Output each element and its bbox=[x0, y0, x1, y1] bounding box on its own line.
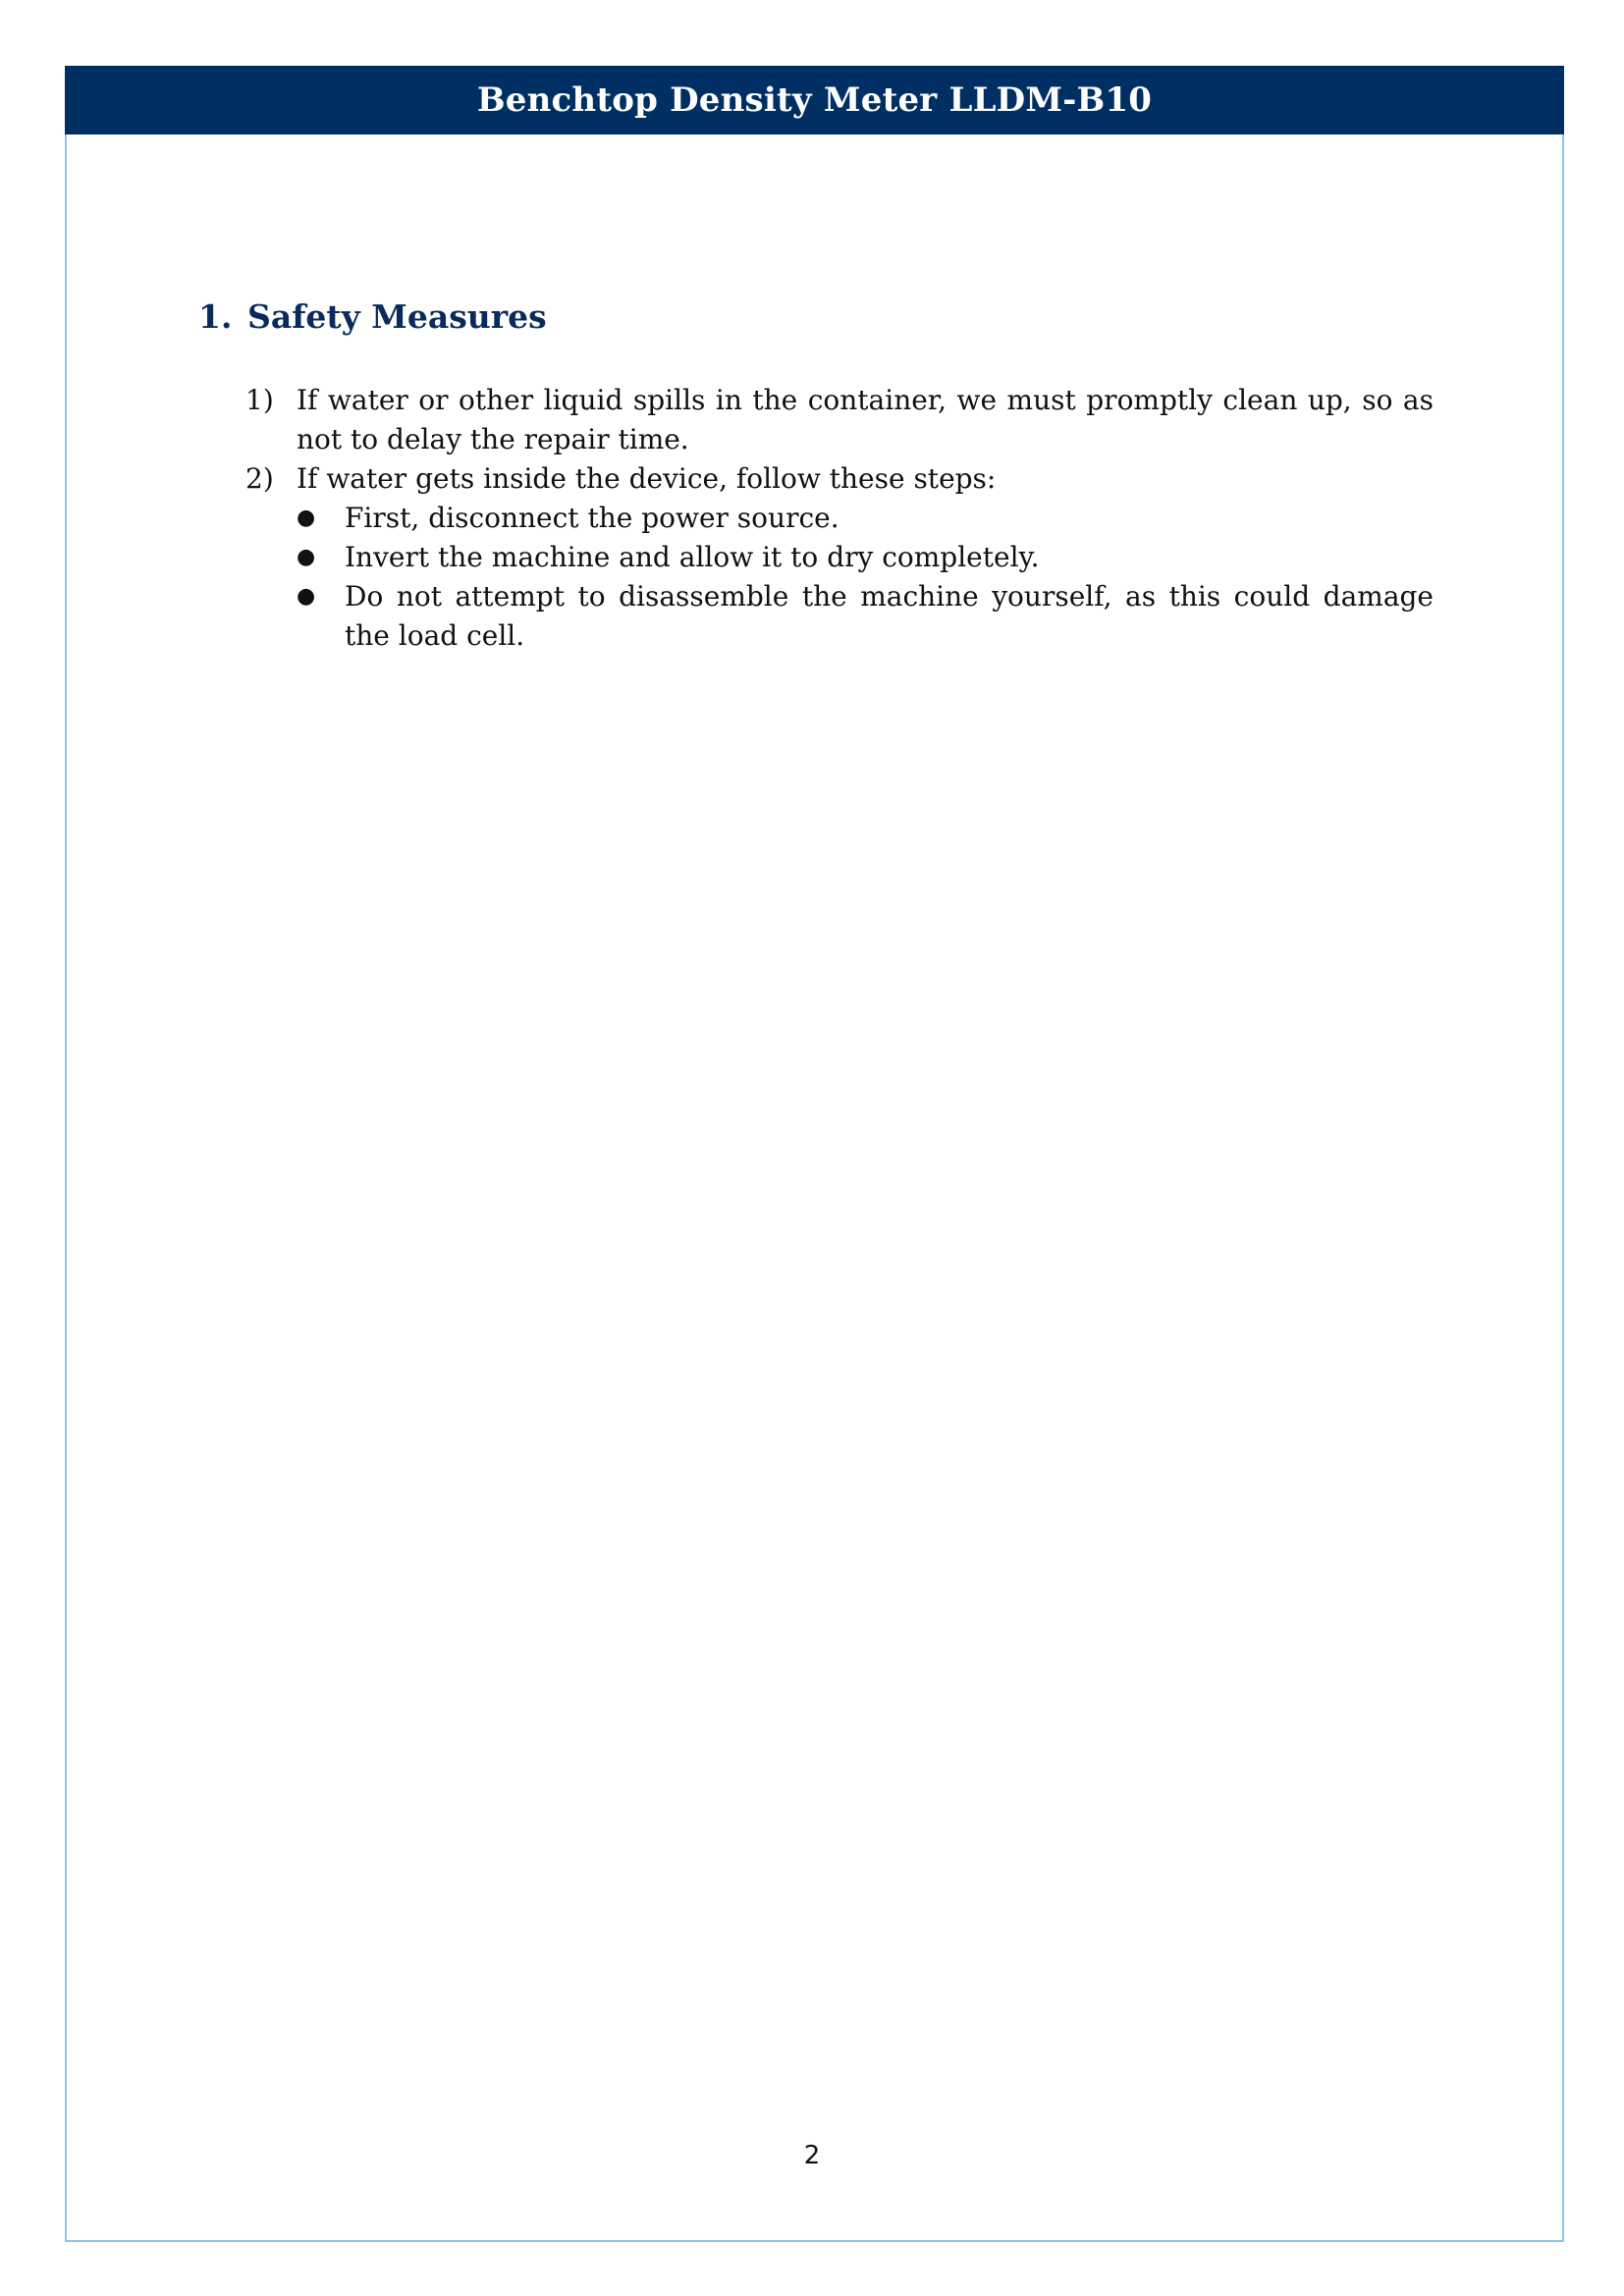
section-title: Safety Measures bbox=[247, 297, 547, 336]
list-item bbox=[245, 381, 1434, 459]
bullet-item-text: Do not attempt to disassemble the machine yourself, as this could damage the load cell. bbox=[345, 580, 1434, 652]
bullet-item-text: Invert the machine and allow it to dry completely. bbox=[345, 541, 1040, 573]
bullet-item bbox=[292, 577, 1434, 656]
list-item-number: 1) bbox=[245, 384, 274, 416]
page-number: 2 bbox=[803, 2141, 821, 2170]
list-item-text: If water or other liquid spills in the container, we must promptly clean up, so as not to delay the repair time. bbox=[297, 384, 1434, 455]
section-number: 1. bbox=[198, 297, 233, 336]
list-item-text: If water gets inside the device, follow these steps: bbox=[297, 462, 997, 495]
bullet-dot-icon: ● bbox=[297, 545, 316, 569]
safety-measures-list bbox=[245, 381, 1434, 656]
bullet-list bbox=[292, 499, 1434, 656]
list-item-number: 2) bbox=[245, 462, 274, 495]
section-heading bbox=[198, 297, 547, 336]
bullet-dot-icon: ● bbox=[297, 584, 316, 609]
bullet-item-text: First, disconnect the power source. bbox=[345, 502, 839, 534]
document-header bbox=[65, 66, 1564, 134]
bullet-item bbox=[292, 538, 1434, 577]
document-title: Benchtop Density Meter LLDM-B10 bbox=[476, 80, 1153, 120]
bullet-item bbox=[292, 499, 1434, 538]
list-item bbox=[245, 459, 1434, 499]
bullet-dot-icon: ● bbox=[297, 506, 316, 530]
